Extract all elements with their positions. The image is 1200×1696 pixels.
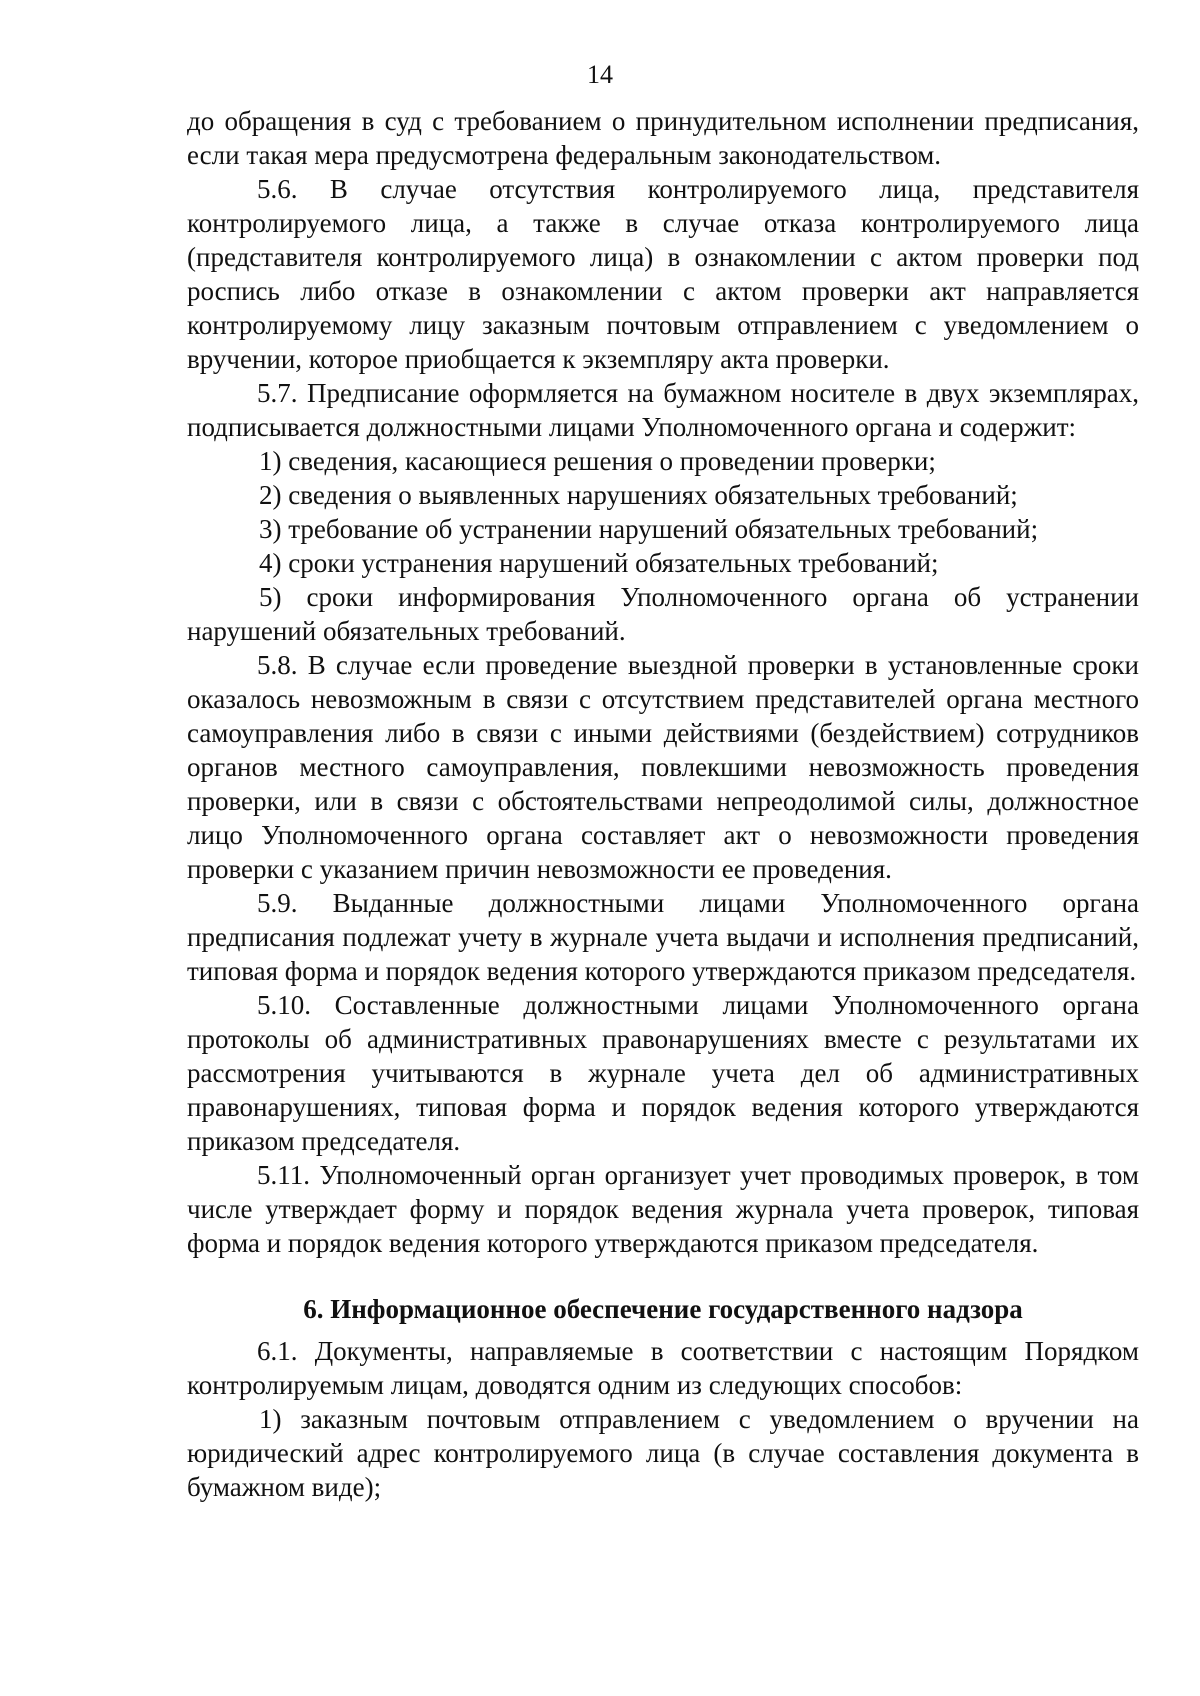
paragraph-5-10: 5.10. Составленные должностными лицами Уполномоченного органа протоколы об административных правонарушениях вместе с результатами их рассмотрения учитываются в журнале учета дел об административных правонарушениях, типовая форма и порядок ведения которого утверждаются приказом председателя.	[187, 990, 1139, 1156]
paragraph-5-8: 5.8. В случае если проведение выездной проверки в установленные сроки оказалось невозможным в связи с отсутствием представителей органа местного самоуправления либо в связи с иными действиями (бездействием) сотрудников органов местного самоуправления, повлекшими невозможность проведения проверки, или в связи с обстоятельствами непреодолимой силы, должностное лицо Уполномоченного органа составляет акт о невозможности проведения проверки с указанием причин невозможности ее проведения.	[187, 650, 1139, 884]
page-number: 14	[587, 60, 613, 89]
paragraph-5-11: 5.11. Уполномоченный орган организует учет проводимых проверок, в том числе утверждает форму и порядок ведения журнала учета проверок, типовая форма и порядок ведения которого утверждаются приказом председателя.	[187, 1160, 1139, 1258]
list-item-4: 4) сроки устранения нарушений обязательных требований;	[259, 548, 939, 578]
document-body	[187, 104, 1139, 1504]
paragraph-6-1: 6.1. Документы, направляемые в соответствии с настоящим Порядком контролируемым лицам, доводятся одним из следующих способов:	[187, 1336, 1139, 1400]
list-item-1: 1) сведения, касающиеся решения о проведении проверки;	[259, 446, 936, 476]
list-item-6-1-1: 1) заказным почтовым отправлением с уведомлением о вручении на юридический адрес контролируемого лица (в случае составления документа в бумажном виде);	[187, 1404, 1139, 1502]
list-item-2: 2) сведения о выявленных нарушениях обязательных требований;	[259, 480, 1018, 510]
paragraph-5-6: 5.6. В случае отсутствия контролируемого лица, представителя контролируемого лица, а также в случае отказа контролируемого лица (представителя контролируемого лица) в ознакомлении с актом проверки под роспись либо отказе в ознакомлении с актом проверки акт направляется контролируемому лицу заказным почтовым отправлением с уведомлением о вручении, которое приобщается к экземпляру акта проверки.	[187, 174, 1139, 374]
section-heading: 6. Информационное обеспечение государственного надзора	[303, 1294, 1023, 1324]
paragraph-5-9: 5.9. Выданные должностными лицами Уполномоченного органа предписания подлежат учету в журнале учета выдачи и исполнения предписаний, типовая форма и порядок ведения которого утверждаются приказом председателя.	[187, 888, 1139, 986]
paragraph-continuation: до обращения в суд с требованием о принудительном исполнении предписания, если такая мера предусмотрена федеральным законодательством.	[187, 106, 1139, 170]
paragraph-5-7: 5.7. Предписание оформляется на бумажном носителе в двух экземплярах, подписывается должностными лицами Уполномоченного органа и содержит:	[187, 378, 1139, 442]
list-item-3: 3) требование об устранении нарушений обязательных требований;	[259, 514, 1039, 544]
list-item-5: 5) сроки информирования Уполномоченного органа об устранении нарушений обязательных требований.	[187, 582, 1139, 646]
